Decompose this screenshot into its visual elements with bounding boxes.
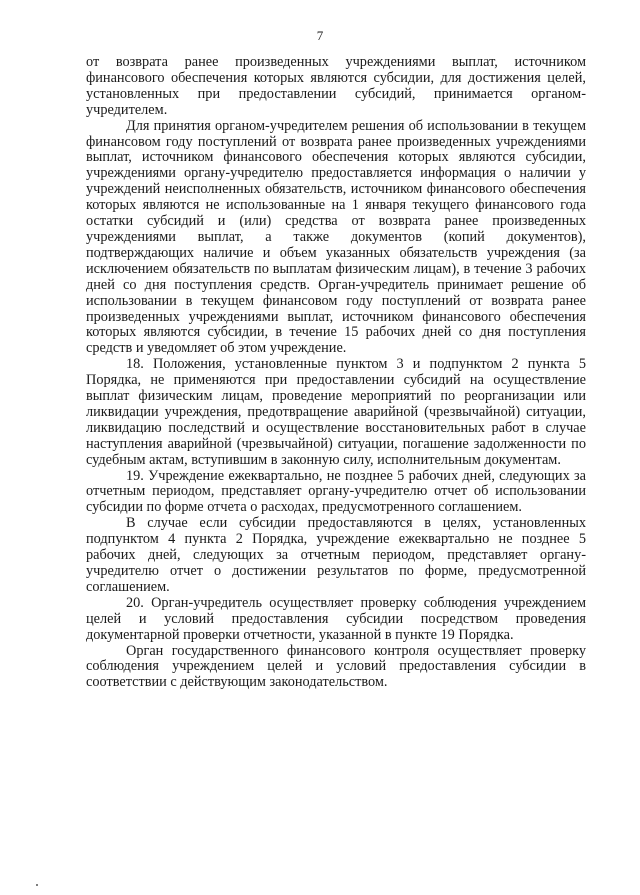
paragraph-results-report: В случае если субсидии предоставляются в целях, установленных подпунктом 4 пункта 2 Порядка, учреждение ежеквартально не позднее 5 рабочих дней, следующих за отчетным периодом, представляет органу-учредителю отчет о достижении результатов по форме, предусмотренной соглашением.	[86, 515, 586, 595]
paragraph-state-control: Орган государственного финансового контроля осуществляет проверку соблюдения учреждением целей и условий предоставления субсидии в соответствии с действующим законодательством.	[86, 642, 586, 691]
document-body	[86, 55, 586, 691]
scan-speck	[36, 884, 38, 886]
paragraph-item-18: 18. Положения, установленные пунктом 3 и подпунктом 2 пункта 5 Порядка, не применяются при предоставлении субсидий на осуществление выплат физическим лицам, проведение мероприятий по реорганизации или ликвидации учреждения, предотвращение аварийной (чрезвычайной) ситуации, ликвидацию последствий и осуществление восстановительных работ в случае наступления аварийной (чрезвычайной) ситуации, погашение задолженности по судебным актам, вступившим в законную силу, исполнительным документам.	[86, 356, 586, 468]
paragraph-continuation: от возврата ранее произведенных учреждениями выплат, источником финансового обеспечения которых являются субсидии, для достижения целей, установленных при предоставлении субсидий, принимается органом-учредителем.	[86, 54, 586, 118]
paragraph-item-20: 20. Орган-учредитель осуществляет проверку соблюдения учреждением целей и условий предоставления субсидии посредством проведения документарной проверки отчетности, указанной в пункте 19 Порядка.	[86, 594, 586, 643]
page-number: 7	[316, 28, 324, 43]
paragraph-decision-info: Для принятия органом-учредителем решения об использовании в текущем финансовом году поступлений от возврата ранее произведенных учреждениями выплат, источником финансового обеспечения которых являются субсидии, учреждениями органу-учредителю предоставляется информация о наличии у учреждений неисполненных обязательств, источником финансового обеспечения которых являются не использованные на 1 января текущего финансового года остатки субсидий и (или) средства от возврата ранее произведенных учреждениями выплат, а также документов (копий документов), подтверждающих наличие и объем указанных обязательств учреждения (за исключением обязательств по выплатам физическим лицам), в течение 3 рабочих дней со дня поступления средств. Орган-учредитель принимает решение об использовании в текущем финансовом году поступлений от возврата ранее произведенных учреждениями выплат, источником финансового обеспечения которых являются субсидии, в течение 15 рабочих дней со дня поступления средств и уведомляет об этом учреждение.	[86, 117, 586, 357]
paragraph-item-19: 19. Учреждение ежеквартально, не позднее 5 рабочих дней, следующих за отчетным периодом, представляет органу-учредителю отчет об использовании субсидии по форме отчета о расходах, предусмотренного соглашением.	[86, 467, 586, 516]
